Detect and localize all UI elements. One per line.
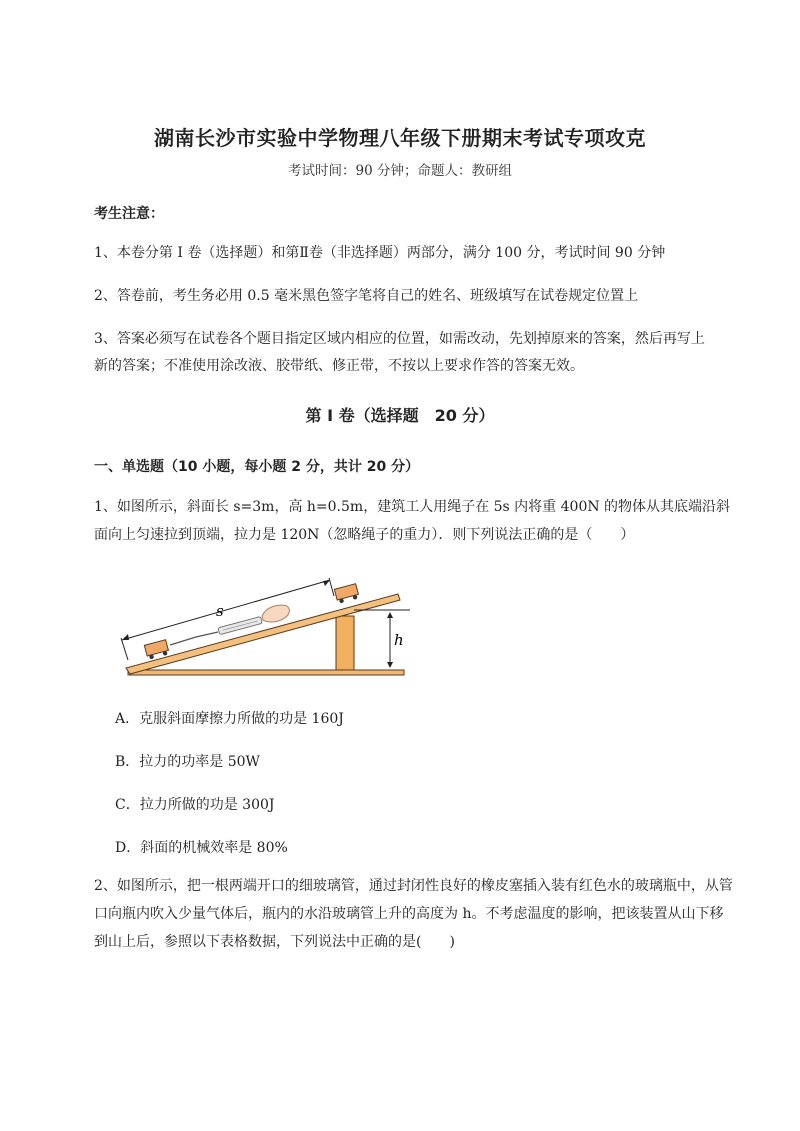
support-post — [336, 616, 354, 670]
notice-item-2: 2、答卷前，考生务必用 0.5 毫米黑色签字笔将自己的姓名、班级填写在试卷规定位置上 — [94, 288, 639, 304]
question-2-text: 2、如图所示，把一根两端开口的细玻璃管，通过封闭性良好的橡皮塞插入装有红色水的玻璃瓶中，从管口向瓶内吹入少量气体后，瓶内的水沿玻璃管上升的高度为 h。不考虑温度的影响，把该装置从山下移到山上后，参照以下表格数据，下列说法中正确的是( ) — [94, 878, 733, 950]
notice-item-1: 1、本卷分第 I 卷（选择题）和第Ⅱ卷（非选择题）两部分，满分 100 分，考试时间 90 分钟 — [94, 245, 666, 261]
length-arrow-start — [122, 634, 129, 640]
rope — [170, 632, 218, 645]
notice-item-3: 3、答案必须写在试卷各个题目指定区域内相应的位置，如需改动，先划掉原来的答案，然后再写上新的答案；不准使用涂改液、胶带纸、修正带，不按以上要求作答的答案无效。 — [94, 331, 705, 374]
exam-info: 考试时间：90 分钟；命题人：教研组 — [288, 163, 512, 179]
option-b: B．拉力的功率是 50W — [115, 754, 260, 770]
page-title: 湖南长沙市实验中学物理八年级下册期末考试专项攻克 — [154, 126, 646, 150]
option-c: C．拉力所做的功是 300J — [115, 797, 275, 813]
section-heading: 第 I 卷（选择题 20 分） — [305, 406, 495, 425]
ground-plank — [128, 670, 404, 675]
length-arrow-end — [323, 580, 330, 586]
incline-figure — [118, 574, 414, 682]
notice-heading: 考生注意： — [94, 206, 164, 222]
hand — [260, 603, 291, 625]
length-label: s — [216, 602, 224, 620]
height-label: h — [394, 631, 404, 649]
height-arrow-top — [387, 612, 393, 618]
length-tick-right — [329, 578, 334, 596]
option-a: A．克服斜面摩擦力所做的功是 160J — [115, 711, 344, 727]
part-heading: 一、单选题（10 小题，每小题 2 分，共计 20 分） — [94, 459, 420, 475]
length-tick-left — [121, 638, 128, 660]
option-d: D．斜面的机械效率是 80% — [115, 840, 288, 856]
height-arrow-bottom — [387, 662, 393, 668]
incline-plank — [126, 594, 400, 674]
cart-top — [334, 584, 359, 604]
spring-scale — [218, 617, 262, 635]
question-1-text: 1、如图所示，斜面长 s=3m，高 h=0.5m，建筑工人用绳子在 5s 内将重 400N 的物体从其底端沿斜面向上匀速拉到顶端，拉力是 120N（忽略绳子的重力）．则下列说法正确的是（ ） — [94, 499, 731, 543]
